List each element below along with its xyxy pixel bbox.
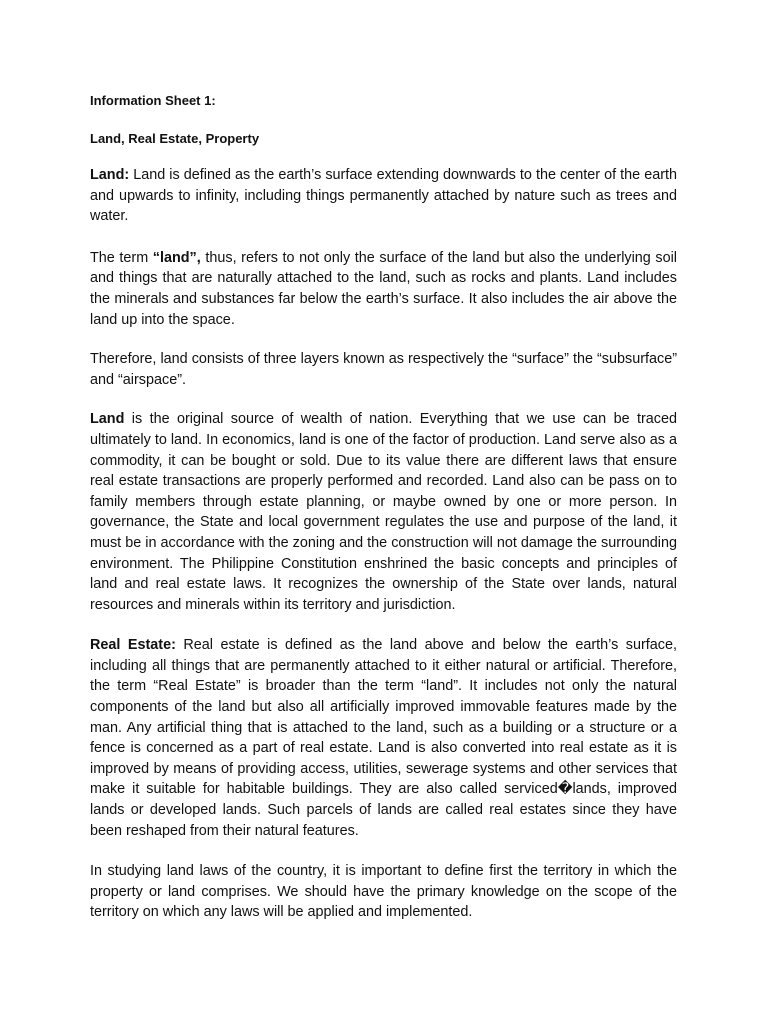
paragraph-text: In studying land laws of the country, it is important to define first the territory in which the property or land comprises. We should have the primary knowledge on the scope of the territory on which any laws will be applied and implemented. [90, 863, 677, 921]
paragraph-text: thus, refers to not only the surface of the land but also the underlying soil and things that are naturally attached to the land, such as rocks and plants. Land includes the minerals and substances far below the earth’s surface. It also includes the air above the land up into the space. [90, 249, 677, 328]
document-page [90, 90, 677, 923]
paragraph-land-layers [90, 349, 677, 390]
paragraph-land-wealth [90, 409, 677, 615]
term-land: Land: [90, 167, 130, 183]
paragraph-text: The term [90, 249, 153, 266]
paragraph-text: Therefore, land consists of three layers known as respectively the “surface” the “subsurface” and “airspace”. [90, 351, 677, 388]
paragraph-territory [90, 861, 677, 923]
term-land-quoted: “land”, [152, 249, 201, 266]
sheet-title: Information Sheet 1: [90, 93, 216, 108]
paragraph-text: Land is defined as the earth’s surface extending downwards to the center of the earth and upwards to infinity, including things permanently attached by nature such as trees and water. [90, 167, 677, 225]
paragraph-text: is the original source of wealth of nation. Everything that we use can be traced ultimately to land. In economics, land is one of the factor of production. Land serve also as a commodity, it can be bought or sold. Due to its value there are different laws that ensure real estate transactions are properly performed and recorded. Land also can be pass on to family members through estate planning, or maybe owned by one or more person. In governance, the State and local government regulates the use and purpose of the land, it must be in accordance with the zoning and the construction will not damage the surrounding environment. The Philippine Constitution enshrined the basic concepts and principles of land and real estate laws. It recognizes the ownership of the State over lands, natural resources and minerals within its territory and jurisdiction. [90, 411, 677, 613]
term-land: Land [90, 411, 125, 428]
paragraph-real-estate [90, 635, 677, 841]
paragraph-text: Real estate is defined as the land above and below the earth’s surface, including all things that are permanently attached to it either natural or artificial. Therefore, the term “Real Estate” is broader than the term “land”. It includes not only the natural components of the land but also all artificially improved immovable features made by the man. Any artificial thing that is attached to the land, such as a building or a structure or a fence is concerned as a part of real estate. Land is also converted into real estate as it is improved by means of providing access, utilities, sewerage systems and other services that make it suitable for habitable buildings. They are also called serviced�lands, improved lands or developed lands. Such parcels of lands are called real estates since they have been reshaped from their natural features. [90, 637, 677, 839]
topic-title: Land, Real Estate, Property [90, 131, 260, 146]
term-real-estate: Real Estate: [90, 637, 176, 654]
paragraph-land-term [90, 248, 677, 330]
paragraph-land-definition [90, 165, 677, 227]
